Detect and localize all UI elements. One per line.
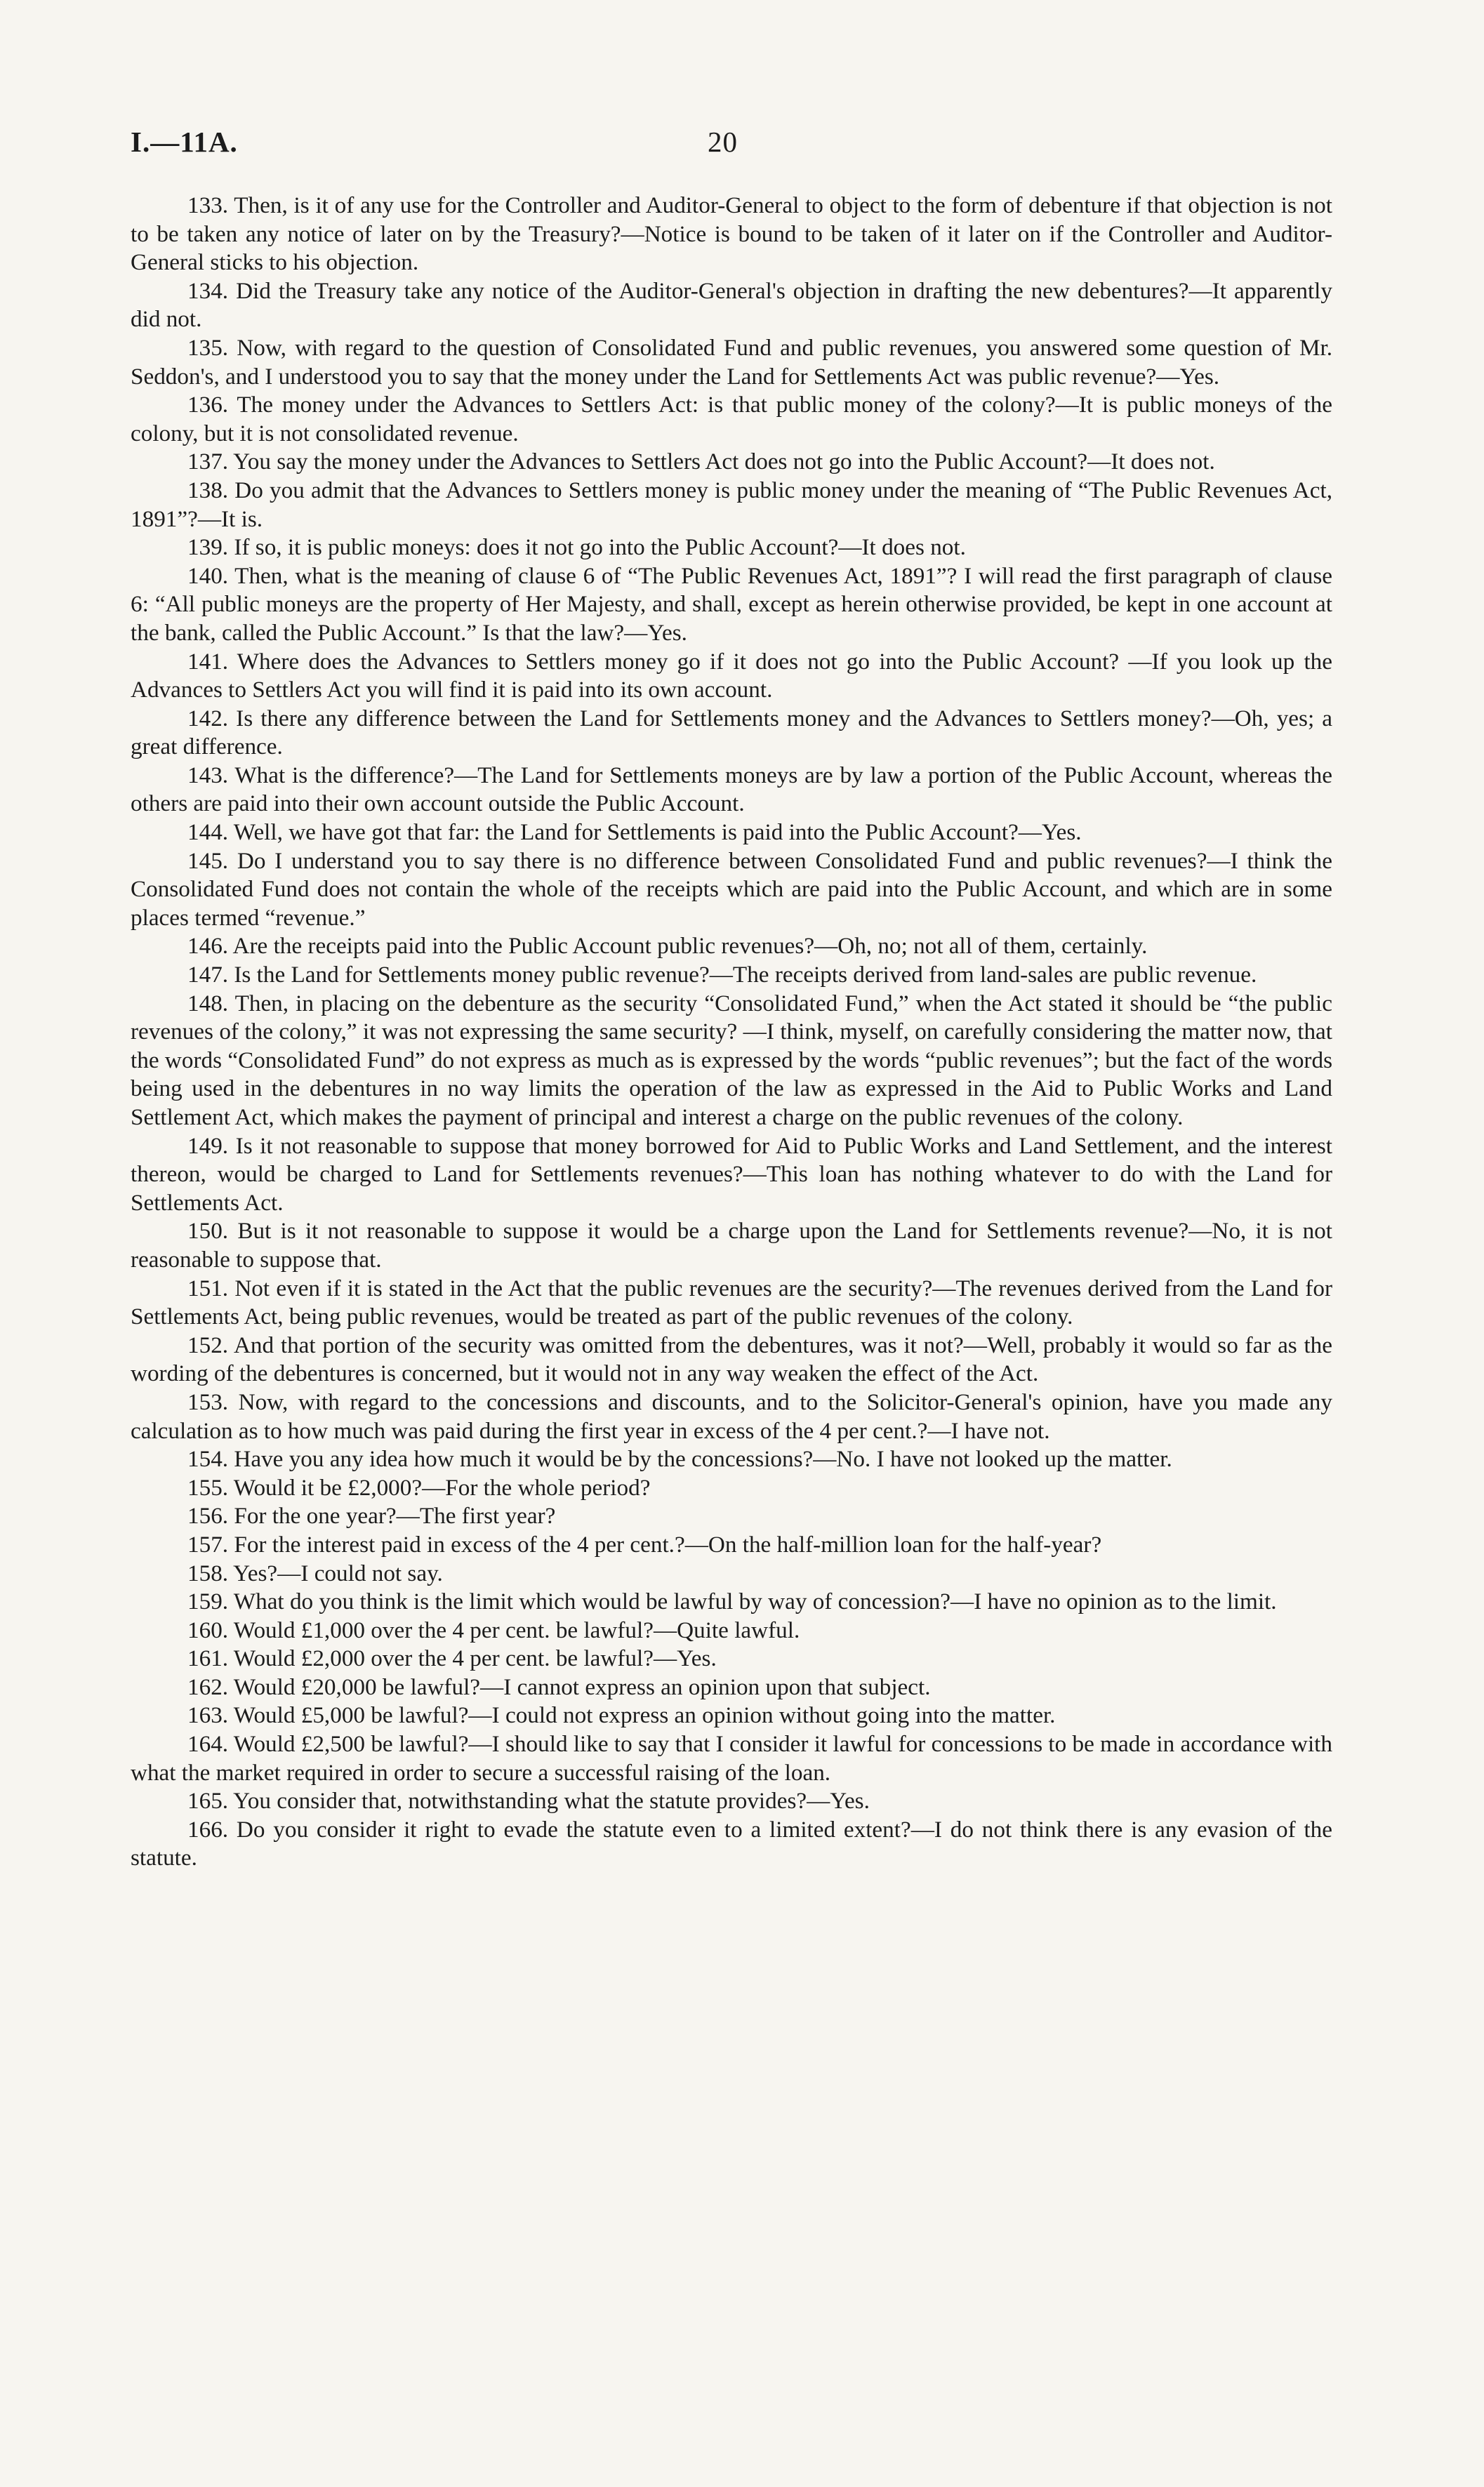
question-161: 161. Would £2,000 over the 4 per cent. be lawful?—Yes. [187,1645,717,1672]
question-158: 158. Yes?—I could not say. [187,1560,443,1586]
question-147: 147. Is the Land for Settlements money public revenue?—The receipts derived from land-sales are public revenue. [187,962,1257,988]
question-144: 144. Well, we have got that far: the Land for Settlements is paid into the Public Account?—Yes. [187,819,1082,846]
question-137: 137. You say the money under the Advances to Settlers Act does not go into the Public Account?—It does not. [187,449,1215,475]
question-146: 146. Are the receipts paid into the Public Account public revenues?—Oh, no; not all of them, certainly. [187,933,1148,960]
question-138: 138. Do you admit that the Advances to Settlers money is public money under the meaning of “The Public Revenues Act, 1891”?—It is. [131,477,1332,532]
question-162: 162. Would £20,000 be lawful?—I cannot express an opinion upon that subject. [187,1673,931,1700]
question-160: 160. Would £1,000 over the 4 per cent. be lawful?—Quite lawful. [187,1617,800,1643]
question-155: 155. Would it be £2,000?—For the whole period? [187,1474,651,1501]
question-163: 163. Would £5,000 be lawful?—I could not express an opinion without going into the matter. [187,1702,1056,1729]
question-164: 164. Would £2,500 be lawful?—I should like to say that I consider it lawful for concessions to be made in accordance with what the market required in order to secure a successful raising of the loan. [131,1731,1332,1786]
question-159: 159. What do you think is the limit which would be lawful by way of concession?—I have no opinion as to the limit. [187,1589,1277,1615]
question-145: 145. Do I understand you to say there is no difference between Consolidated Fund and public revenues?—I think the Consolidated Fund does not contain the whole of the receipts which are paid into the Public Account, and which are in some places termed “revenue.” [131,847,1332,931]
question-133: 133. Then, is it of any use for the Controller and Auditor-General to object to the form of debenture if that objection is not to be taken any notice of later on by the Treasury?—Notice is bound to be taken of it later on if the Controller and Auditor-General sticks to his objection. [131,192,1332,276]
page-number: 20 [708,126,738,158]
question-139: 139. If so, it is public moneys: does it not go into the Public Account?—It does not. [187,534,966,561]
question-148: 148. Then, in placing on the debenture as the security “Consolidated Fund,” when the Act stated it should be “the public revenues of the colony,” it was not expressing the same security? —I think, myself, on carefully considering the matter now, that the words “Consolidated Fund” do not express as much as is expressed by the words “public revenues”; but the fact of the words being used in the debentures in no way limits the operation of the law as expressed in the Aid to Public Works and Land Settlement Act, which makes the payment of principal and interest a charge on the public revenues of the colony. [131,990,1332,1130]
question-165: 165. You consider that, notwithstanding what the statute provides?—Yes. [187,1788,870,1815]
question-151: 151. Not even if it is stated in the Act that the public revenues are the security?—The revenues derived from the Land for Settlements Act, being public revenues, would be treated as part of the public revenues of the colony. [131,1275,1332,1330]
question-166: 166. Do you consider it right to evade the statute even to a limited extent?—I do not think there is any evasion of the statute. [131,1816,1332,1871]
question-140: 140. Then, what is the meaning of clause 6 of “The Public Revenues Act, 1891”? I will read the first paragraph of clause 6: “All public moneys are the property of Her Majesty, and shall, except as herein otherwise provided, be kept in one account at the bank, called the Public Account.” Is that the law?—Yes. [131,562,1332,646]
question-150: 150. But is it not reasonable to suppose it would be a charge upon the Land for Settlements revenue?—No, it is not reasonable to suppose that. [131,1218,1332,1273]
question-154: 154. Have you any idea how much it would be by the concessions?—No. I have not looked up the matter. [187,1446,1172,1473]
running-head [131,125,1332,160]
question-152: 152. And that portion of the security was omitted from the debentures, was it not?—Well, probably it would so far as the wording of the debentures is concerned, but it would not in any way weaken the effect of the Act. [131,1332,1332,1387]
question-149: 149. Is it not reasonable to suppose that money borrowed for Aid to Public Works and Land Settlement, and the interest thereon, would be charged to Land for Settlements revenues?—This loan has nothing whatever to do with the Land for Settlements Act. [131,1132,1332,1216]
question-153: 153. Now, with regard to the concessions and discounts, and to the Solicitor-General's opinion, have you made any calculation as to how much was paid during the first year in excess of the 4 per cent.?—I have not. [131,1388,1332,1444]
question-143: 143. What is the difference?—The Land for Settlements moneys are by law a portion of the Public Account, whereas the others are paid into their own account outside the Public Account. [131,762,1332,817]
evidence-body [131,192,1332,1873]
question-136: 136. The money under the Advances to Settlers Act: is that public money of the colony?—It is public moneys of the colony, but it is not consolidated revenue. [131,392,1332,446]
document-reference: I.—11A. [131,126,238,158]
question-142: 142. Is there any difference between the Land for Settlements money and the Advances to Settlers money?—Oh, yes; a great difference. [131,705,1332,760]
question-157: 157. For the interest paid in excess of the 4 per cent.?—On the half-million loan for the half-year? [187,1531,1102,1558]
question-135: 135. Now, with regard to the question of Consolidated Fund and public revenues, you answered some question of Mr. Seddon's, and I understood you to say that the money under the Land for Settlements Act was public revenue?—Yes. [131,334,1332,390]
question-156: 156. For the one year?—The first year? [187,1503,556,1530]
question-141: 141. Where does the Advances to Settlers money go if it does not go into the Public Account? —If you look up the Advances to Settlers Act you will find it is paid into its own account. [131,648,1332,703]
question-134: 134. Did the Treasury take any notice of the Auditor-General's objection in drafting the new debentures?—It apparently did not. [131,277,1332,333]
